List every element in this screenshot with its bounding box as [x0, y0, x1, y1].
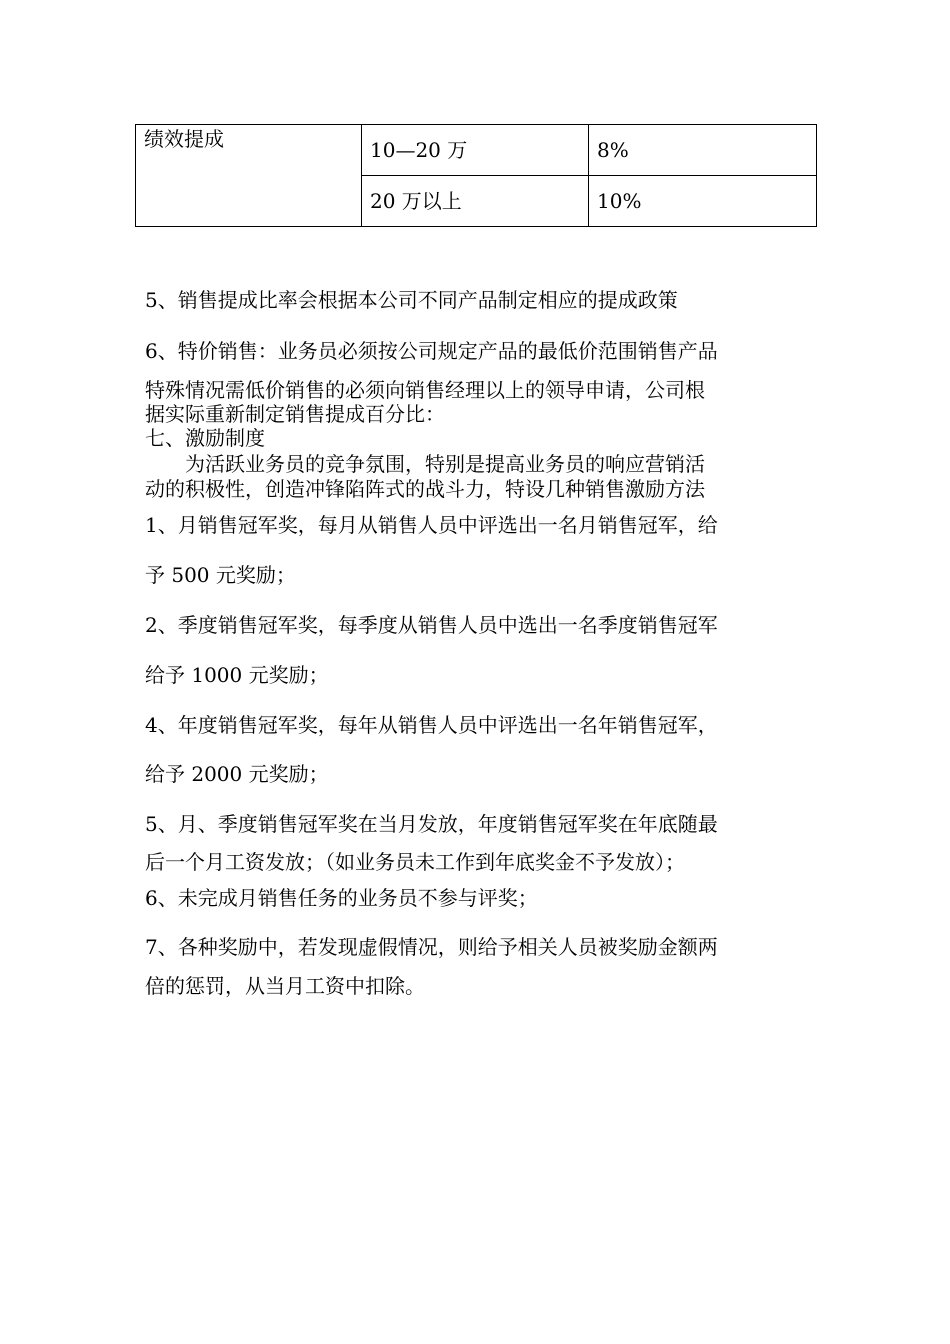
- text-line: 后一个月工资发放；（如业务员未工作到年底奖金不予发放）；: [145, 850, 685, 874]
- text-line: 1、月销售冠军奖，每月从销售人员中评选出一名月销售冠军，给: [145, 513, 718, 537]
- text-line: 给予 2000 元奖励；: [145, 762, 329, 786]
- table-cell-rate: [589, 176, 817, 227]
- range-value: 20 万以上: [370, 189, 462, 213]
- range-value: 10—20 万: [370, 138, 468, 162]
- table-row: [136, 125, 817, 176]
- text-line: 据实际重新制定销售提成百分比：: [145, 402, 445, 426]
- text-line: 为活跃业务员的竞争氛围，特别是提高业务员的响应营销活: [145, 452, 705, 476]
- rate-value: 8%: [597, 138, 629, 162]
- table-cell-range: [362, 125, 589, 176]
- text-line: 予 500 元奖励；: [145, 563, 296, 587]
- text-line: 6、未完成月销售任务的业务员不参与评奖；: [145, 886, 538, 910]
- performance-commission-label: 绩效提成: [144, 127, 224, 151]
- text-line: 7、各种奖励中，若发现虚假情况，则给予相关人员被奖励金额两: [145, 935, 718, 959]
- section-heading: 七、激励制度: [145, 426, 265, 450]
- text-line: 2、季度销售冠军奖，每季度从销售人员中选出一名季度销售冠军: [145, 613, 718, 637]
- text-line: 特殊情况需低价销售的必须向销售经理以上的领导申请，公司根: [145, 378, 705, 402]
- text-line: 倍的惩罚，从当月工资中扣除。: [145, 974, 425, 998]
- text-line: 动的积极性，创造冲锋陷阵式的战斗力，特设几种销售激励方法: [145, 477, 705, 501]
- text-line: 4、年度销售冠军奖，每年从销售人员中评选出一名年销售冠军，: [145, 713, 718, 737]
- table-cell-rate: [589, 125, 817, 176]
- table-label-cell: [136, 125, 362, 227]
- commission-table: [135, 124, 817, 227]
- table-cell-range: [362, 176, 589, 227]
- text-line: 5、销售提成比率会根据本公司不同产品制定相应的提成政策: [145, 288, 678, 312]
- text-line: 5、月、季度销售冠军奖在当月发放，年度销售冠军奖在年底随最: [145, 812, 718, 836]
- text-line: 6、特价销售：业务员必须按公司规定产品的最低价范围销售产品: [145, 339, 718, 363]
- text-line: 给予 1000 元奖励；: [145, 663, 329, 687]
- rate-value: 10%: [597, 189, 642, 213]
